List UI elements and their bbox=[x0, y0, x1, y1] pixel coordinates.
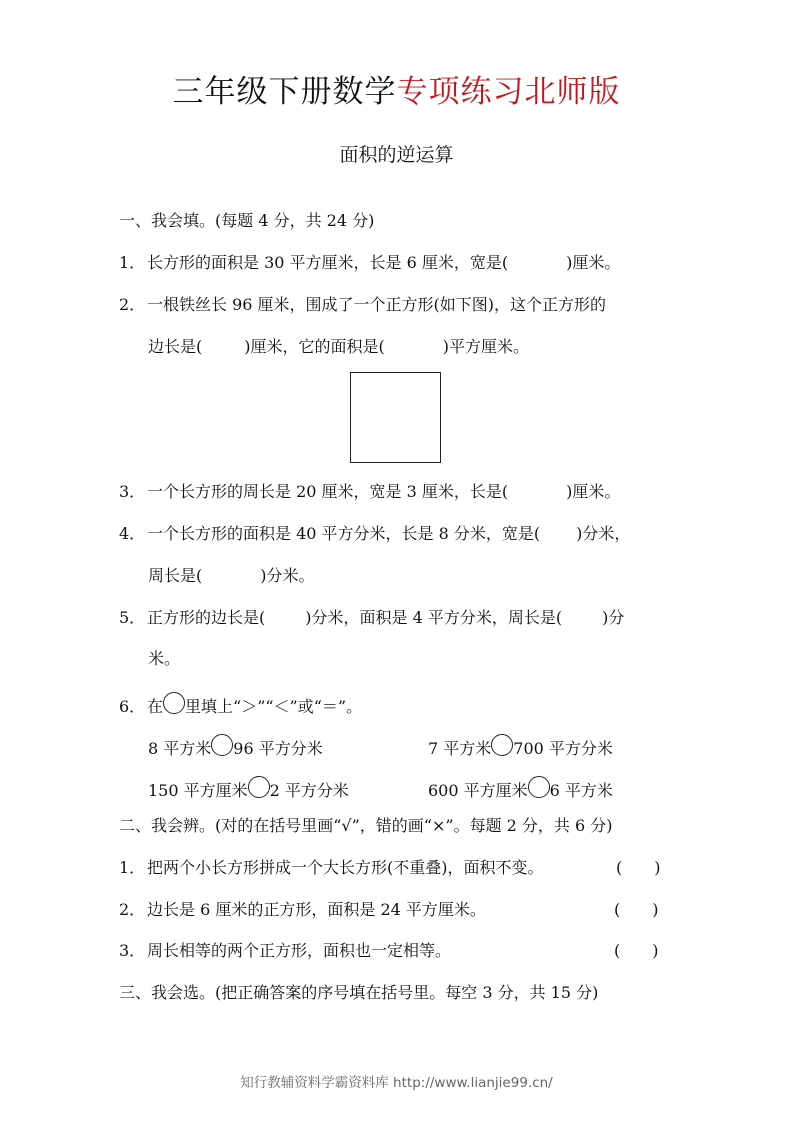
question-text: )分米，面积是 4 平方分米，周长是( bbox=[305, 608, 563, 627]
question-text: )分米。 bbox=[260, 566, 315, 585]
compare-item bbox=[428, 776, 613, 802]
question-number: 2． bbox=[119, 295, 146, 314]
question-number: 4． bbox=[119, 524, 146, 543]
question-text: )平方厘米。 bbox=[442, 337, 529, 356]
question-text: )厘米。 bbox=[566, 253, 621, 272]
question-text: 里填上“＞”“＜”或“＝”。 bbox=[185, 697, 363, 716]
question-number: 1． bbox=[119, 858, 146, 877]
question-number: 1． bbox=[119, 253, 146, 272]
question-number: 3． bbox=[119, 941, 146, 960]
question-number: 2． bbox=[119, 900, 146, 919]
question-text: )分米， bbox=[576, 524, 631, 543]
question-text: 一个长方形的周长是 20 厘米，宽是 3 厘米，长是( bbox=[147, 482, 509, 501]
question-text: 周长相等的两个正方形，面积也一定相等。 bbox=[147, 941, 452, 960]
question-text: )分 bbox=[602, 608, 625, 627]
compare-circle-input[interactable] bbox=[248, 776, 270, 798]
title-series: 专项练习北师版 bbox=[396, 74, 621, 110]
compare-left: 7 平方米 bbox=[428, 739, 492, 758]
square-figure bbox=[350, 372, 441, 463]
question-number: 6． bbox=[119, 697, 146, 716]
judge-item bbox=[119, 940, 451, 962]
judge-item bbox=[119, 857, 544, 879]
question-text: 在 bbox=[147, 697, 164, 716]
compare-right: 700 平方分米 bbox=[513, 739, 613, 758]
compare-circle-input[interactable] bbox=[491, 734, 513, 756]
compare-circle-input[interactable] bbox=[211, 734, 233, 756]
compare-left: 150 平方厘米 bbox=[148, 781, 248, 800]
answer-parentheses[interactable]: ( ) bbox=[614, 900, 659, 919]
compare-left: 8 平方米 bbox=[148, 739, 212, 758]
question-text: 周长是( bbox=[148, 566, 203, 585]
section3-heading: 三、我会选。(把正确答案的序号填在括号里。每空 3 分，共 15 分) bbox=[119, 983, 599, 1002]
question-text: 边长是 6 厘米的正方形，面积是 24 平方厘米。 bbox=[147, 900, 486, 919]
compare-right: 6 平方米 bbox=[549, 781, 613, 800]
answer-parentheses[interactable]: ( ) bbox=[614, 941, 659, 960]
compare-right: 2 平方分米 bbox=[269, 781, 349, 800]
page-footer: 知行教辅资料学霸资料库 http://www.lianjie99.cn/ bbox=[240, 1075, 553, 1091]
question-text: 一个长方形的面积是 40 平方分米，长是 8 分米，宽是( bbox=[147, 524, 541, 543]
question-3 bbox=[119, 481, 620, 503]
section2-heading: 二、我会辨。(对的在括号里画“√”，错的画“×”。每题 2 分，共 6 分) bbox=[119, 816, 613, 835]
answer-parentheses[interactable]: ( ) bbox=[616, 858, 661, 877]
question-text: 把两个小长方形拼成一个大长方形(不重叠)，面积不变。 bbox=[147, 858, 544, 877]
question-number: 5． bbox=[119, 608, 146, 627]
question-text: 一根铁丝长 96 厘米，围成了一个正方形(如下图)，这个正方形的 bbox=[147, 295, 607, 314]
question-number: 3． bbox=[119, 482, 146, 501]
question-text: 正方形的边长是( bbox=[147, 608, 266, 627]
question-6 bbox=[119, 692, 362, 718]
question-4 bbox=[119, 523, 630, 545]
section1-heading: 一、我会填。(每题 4 分，共 24 分) bbox=[119, 211, 375, 230]
question-2-line2 bbox=[148, 336, 529, 358]
compare-circle-icon bbox=[163, 692, 185, 714]
page-title bbox=[0, 66, 793, 111]
compare-left: 600 平方厘米 bbox=[428, 781, 528, 800]
question-text: 边长是( bbox=[148, 337, 203, 356]
compare-item bbox=[148, 776, 349, 802]
compare-circle-input[interactable] bbox=[528, 776, 550, 798]
page-subtitle: 面积的逆运算 bbox=[339, 144, 454, 166]
question-text: 长方形的面积是 30 平方厘米，长是 6 厘米，宽是( bbox=[147, 253, 509, 272]
question-text: )厘米。 bbox=[566, 482, 621, 501]
question-1 bbox=[119, 252, 620, 274]
compare-item bbox=[428, 734, 613, 760]
title-grade: 三年级下册数学 bbox=[172, 74, 397, 110]
compare-right: 96 平方分米 bbox=[233, 739, 323, 758]
question-text: )厘米，它的面积是( bbox=[244, 337, 385, 356]
question-2 bbox=[119, 294, 606, 316]
question-5-line2: 米。 bbox=[148, 649, 181, 668]
judge-item bbox=[119, 899, 486, 921]
compare-item bbox=[148, 734, 323, 760]
question-4-line2 bbox=[148, 565, 315, 587]
question-5 bbox=[119, 607, 624, 629]
